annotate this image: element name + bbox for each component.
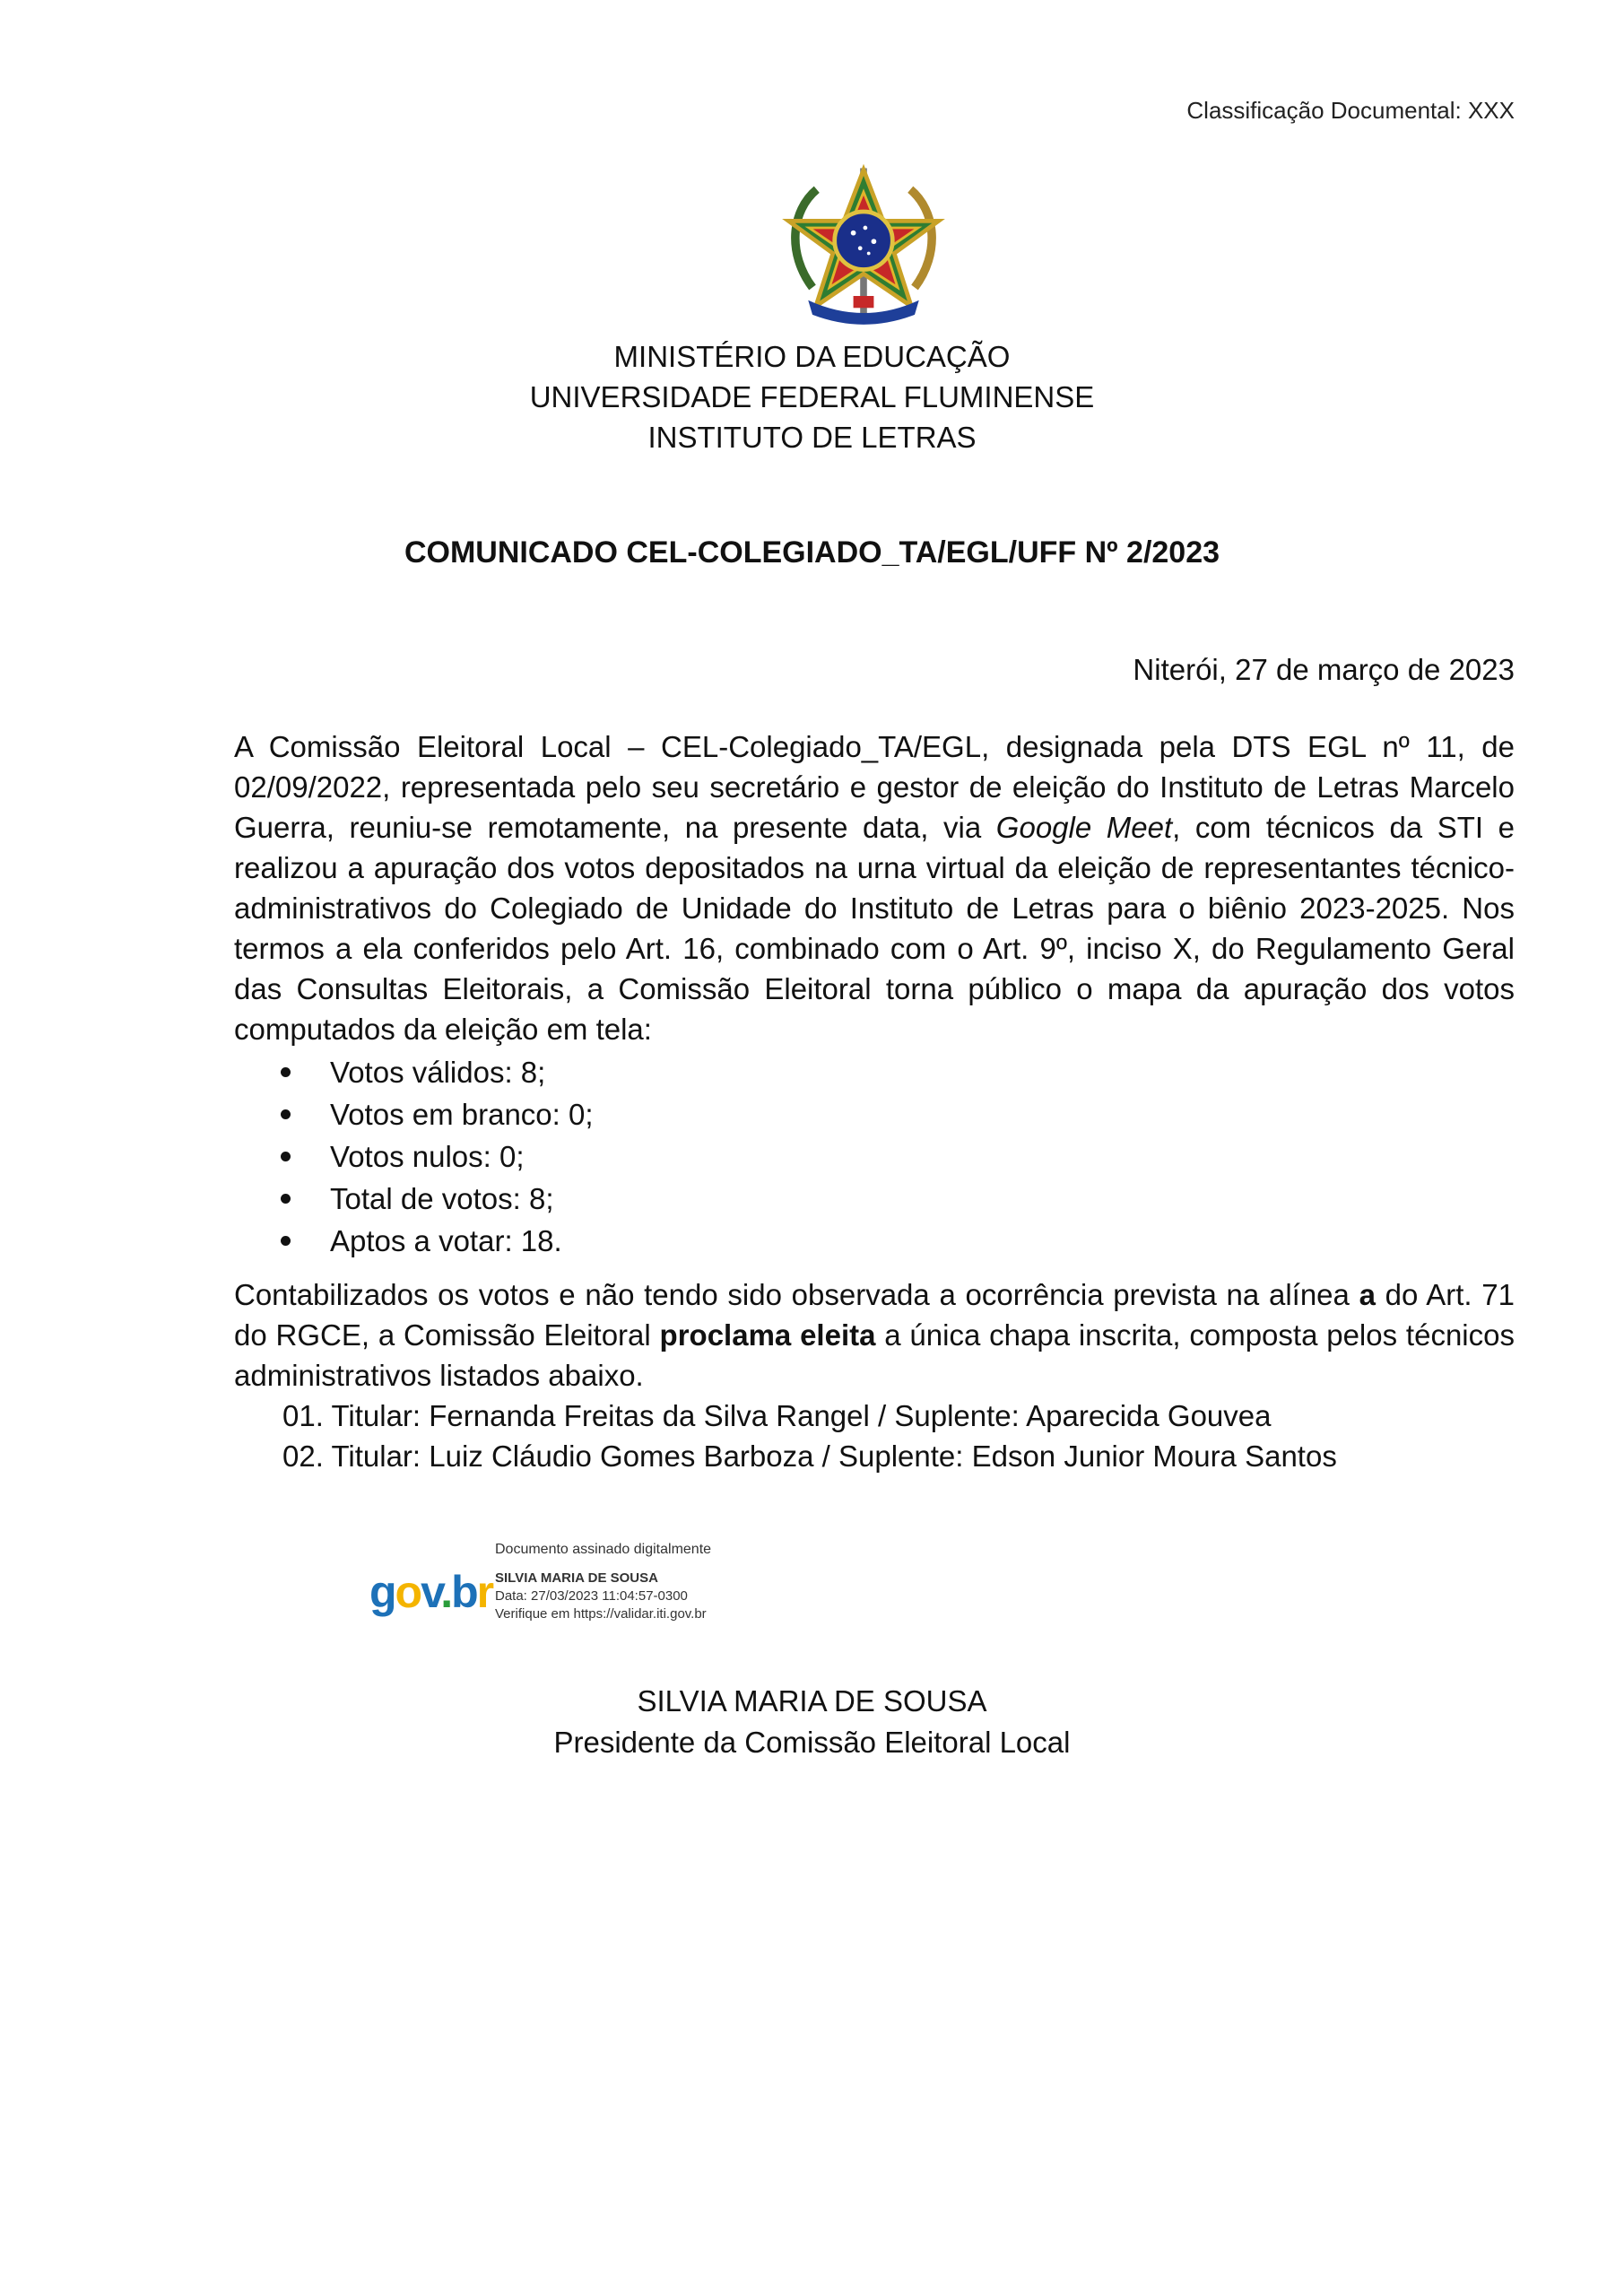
signature-verify-link: Verifique em https://validar.iti.gov.br: [495, 1606, 707, 1622]
list-item: Total de votos: 8;: [281, 1178, 1515, 1220]
list-item: Votos em branco: 0;: [281, 1093, 1515, 1135]
signature-name: SILVIA MARIA DE SOUSA: [495, 1570, 658, 1586]
university-name: UNIVERSIDADE FEDERAL FLUMINENSE: [529, 380, 1095, 413]
list-item: 01. Titular: Fernanda Freitas da Silva Rangel / Suplente: Aparecida Gouvea: [282, 1399, 1272, 1432]
classification-label: Classificação Documental: XXX: [1186, 97, 1515, 124]
list-item: Votos válidos: 8;: [281, 1051, 1515, 1093]
document-body: [234, 726, 1515, 1476]
bullet-icon: [281, 1236, 291, 1246]
signature-heading: Documento assinado digitalmente: [495, 1542, 712, 1557]
bullet-icon: [281, 1152, 291, 1161]
bullet-icon: [281, 1067, 291, 1077]
ministry-name: MINISTÉRIO DA EDUCAÇÃO: [613, 340, 1011, 373]
govbr-logo: gov.br: [369, 1567, 493, 1617]
signer-block: [0, 1681, 1624, 1763]
signature-details: [495, 1541, 711, 1623]
signer-role: Presidente da Comissão Eleitoral Local: [553, 1726, 1071, 1759]
list-item: Aptos a votar: 18.: [281, 1220, 1515, 1262]
bullet-icon: [281, 1109, 291, 1119]
institution-header: [0, 336, 1624, 457]
proclamation-paragraph: Contabilizados os votos e não tendo sido observada a ocorrência prevista na alínea a do Art. 71 do RGCE, a Comissão Eleitoral proclama eleita a única chapa inscrita, composta pelos técnicos administrativos listados abaixo.: [234, 1278, 1515, 1392]
list-item: Votos nulos: 0;: [281, 1135, 1515, 1178]
signature-date: Data: 27/03/2023 11:04:57-0300: [495, 1588, 688, 1604]
elected-members-list: [234, 1396, 1515, 1476]
list-item: 02. Titular: Luiz Cláudio Gomes Barboza / Suplente: Edson Junior Moura Santos: [282, 1439, 1337, 1473]
institute-name: INSTITUTO DE LETRAS: [647, 421, 977, 454]
intro-paragraph: A Comissão Eleitoral Local – CEL-Colegiado_TA/EGL, designada pela DTS EGL nº 11, de 02/09/2022, representada pelo seu secretário e gestor de eleição do Instituto de Letras Marcelo Guerra, reuniu-se remotamente, na presente data, via Google Meet, com técnicos da STI e realizou a apuração dos votos depositados na urna virtual da eleição de representantes técnico-administrativos do Colegiado de Unidade do Instituto de Letras para o biênio 2023-2025. Nos termos a ela conferidos pelo Art. 16, combinado com o Art. 9º, inciso X, do Regulamento Geral das Consultas Eleitorais, a Comissão Eleitoral torna público o mapa da apuração dos votos computados da eleição em tela:: [234, 730, 1515, 1046]
bullet-icon: [281, 1194, 291, 1204]
signer-name: SILVIA MARIA DE SOUSA: [637, 1684, 987, 1718]
brazil-coat-of-arms-icon: [778, 160, 949, 330]
document-date: Niterói, 27 de março de 2023: [1133, 653, 1515, 686]
results-list: [234, 1051, 1515, 1262]
document-title: COMUNICADO CEL-COLEGIADO_TA/EGL/UFF Nº 2/2023: [404, 535, 1220, 570]
google-meet-text: Google Meet: [995, 811, 1173, 844]
digital-signature-stamp: [369, 1541, 764, 1644]
